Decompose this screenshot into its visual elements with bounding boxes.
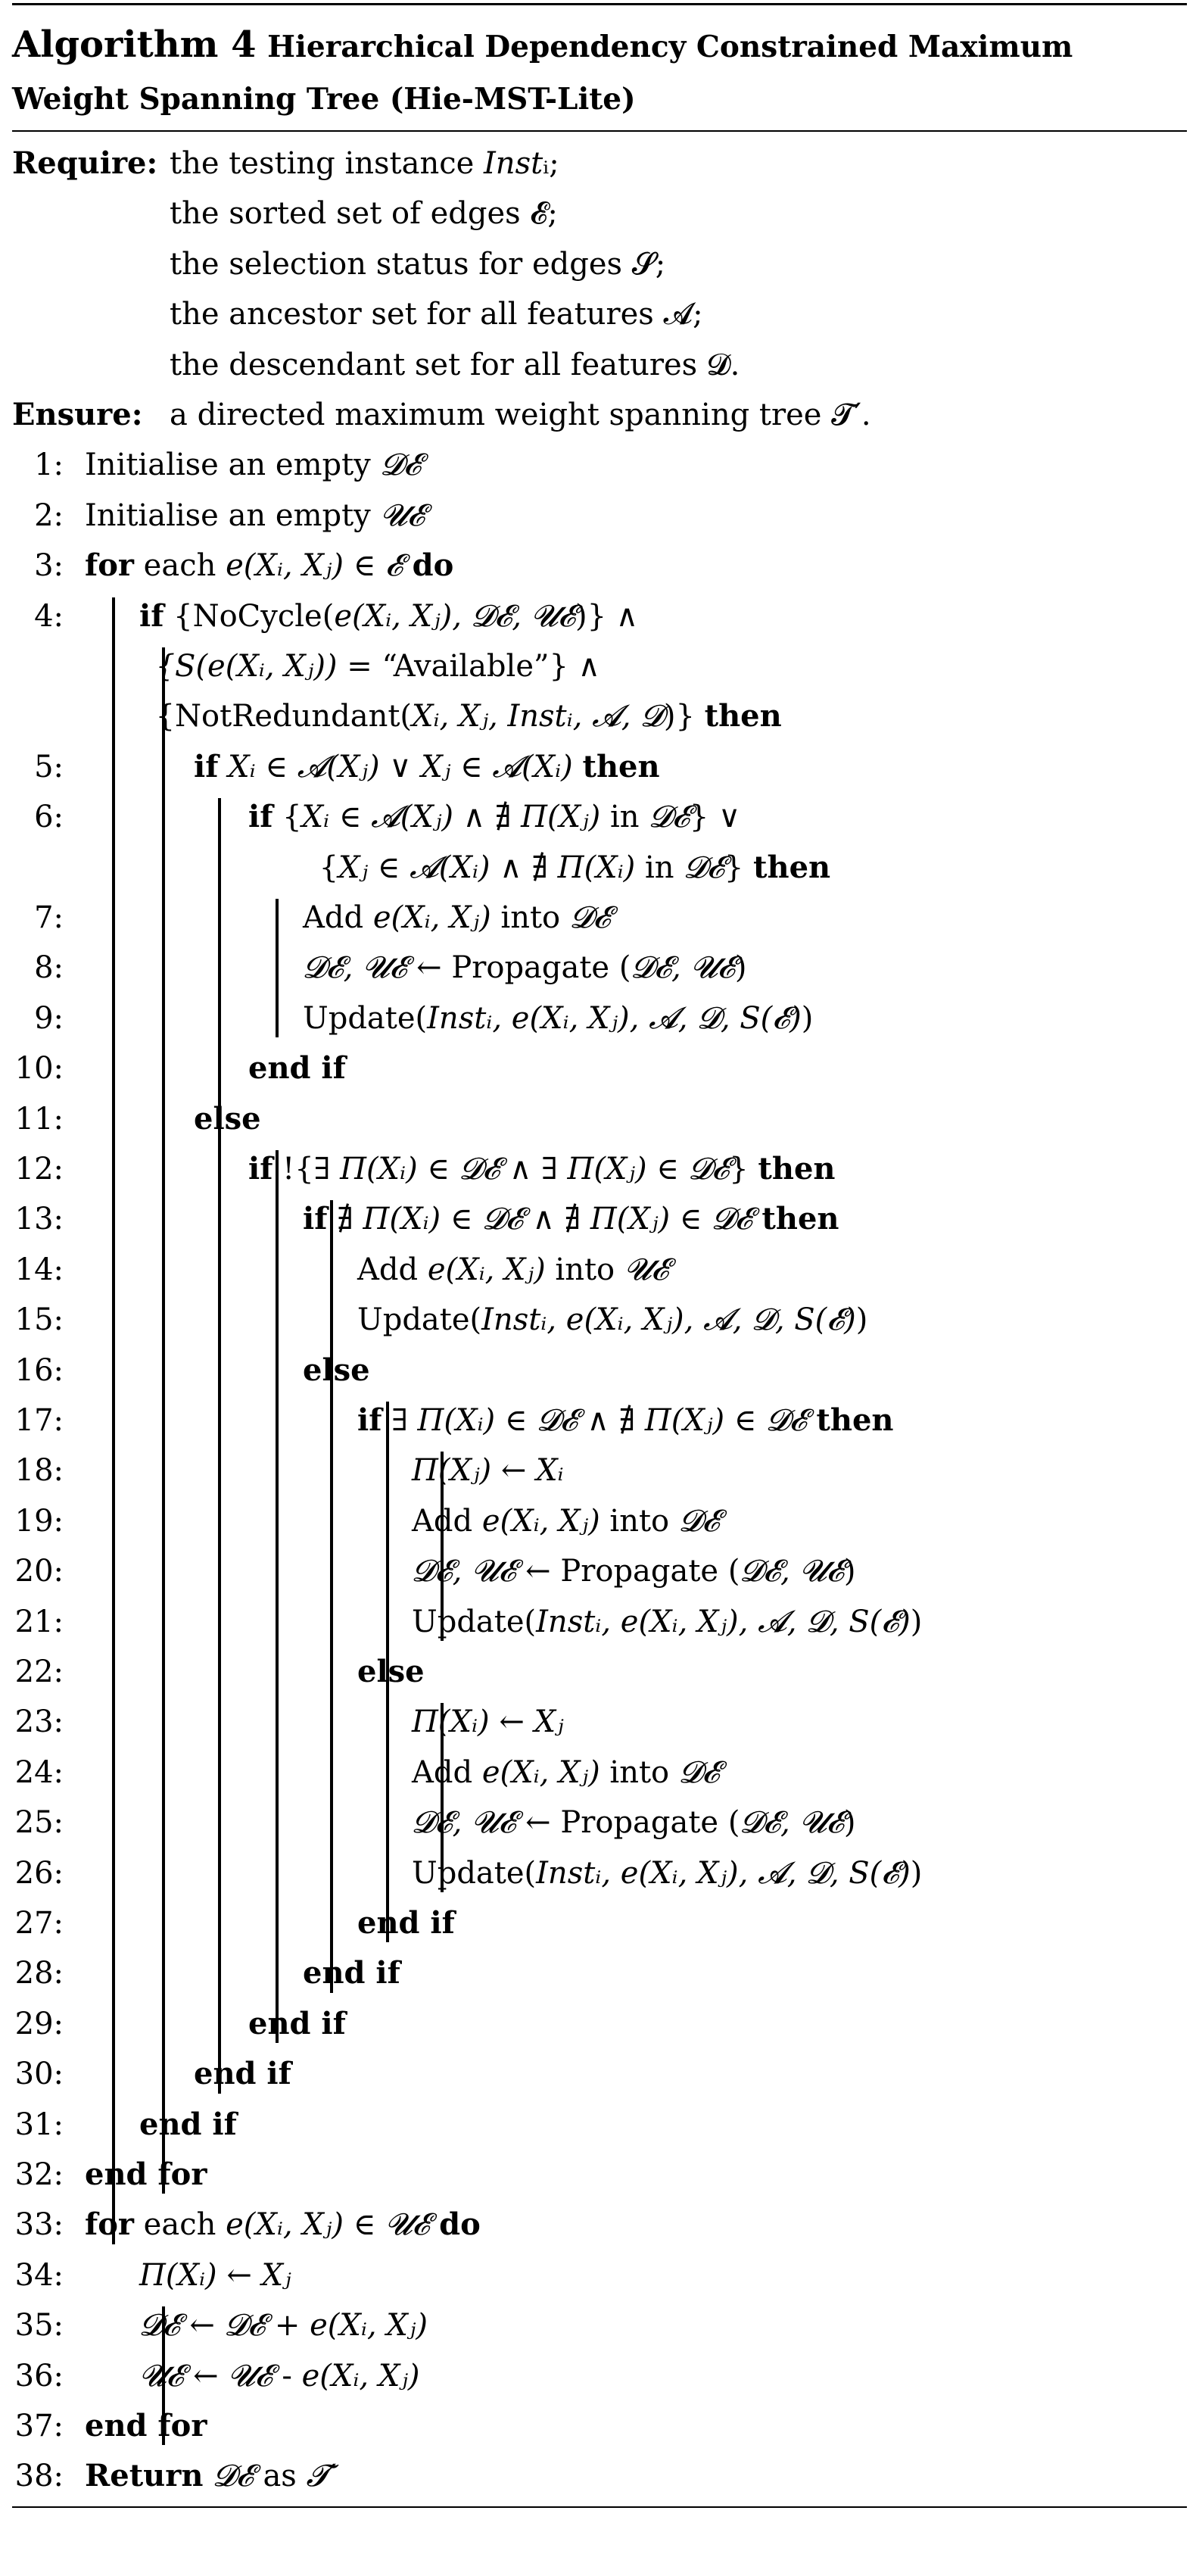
math-expr: 𝓓𝓔, 𝓤𝓔 (740, 1805, 844, 1841)
math-expr: Instᵢ, e(Xᵢ, Xⱼ), 𝓐, 𝓓, S(𝓔) (481, 1302, 856, 1338)
line-code (357, 1396, 894, 1445)
text-run: } (724, 850, 754, 885)
line-code (357, 1898, 455, 1948)
math-expr: Xⱼ ∈ 𝓐(Xᵢ) ∧ ∄ Π(Xᵢ) (338, 850, 636, 885)
code-line (12, 1445, 1187, 1495)
math-expr: 𝓓𝓔, 𝓤𝓔 (412, 1805, 516, 1841)
require-item: the descendant set for all features 𝓓. (170, 347, 740, 382)
keyword: if (303, 1201, 328, 1237)
math-expr: e(Xᵢ, Xⱼ) (427, 1252, 546, 1287)
line-number: 30: (14, 2057, 64, 2092)
line-code (303, 943, 746, 993)
line-number: 25: (14, 1805, 64, 1841)
keyword: then (761, 1201, 839, 1237)
line-code (139, 2250, 291, 2300)
keyword: end if (194, 2056, 291, 2092)
line-code (303, 893, 610, 943)
text-run (573, 750, 583, 784)
line-number: 4: (34, 598, 64, 634)
math-expr: 𝓓𝓔 (678, 1754, 720, 1790)
line-code (139, 2300, 428, 2350)
algorithm-block (12, 0, 1187, 2576)
text-run: ) (843, 1554, 856, 1589)
line-code (139, 2100, 237, 2150)
code-line (12, 1194, 1187, 1244)
math-expr: 𝓓𝓔 (569, 900, 611, 935)
math-expr: Π(Xᵢ) ← Xⱼ (412, 1704, 564, 1740)
line-number: 24: (14, 1754, 64, 1790)
indent-guide-line (218, 798, 221, 2093)
keyword: then (816, 1402, 894, 1438)
math-expr: ∃ Π(Xᵢ) ∈ 𝓓𝓔 ∧ ∃ Π(Xⱼ) ∈ 𝓓𝓔 (313, 1152, 730, 1187)
math-expr: 𝓓𝓔, 𝓤𝓔 (740, 1554, 844, 1589)
code-line (12, 1898, 1187, 1948)
text-run (403, 548, 413, 583)
code-line (12, 1396, 1187, 1445)
text-run: in (600, 800, 649, 835)
text-run: as (253, 2459, 307, 2494)
math-expr: 𝓓𝓔, 𝓤𝓔 (412, 1554, 516, 1589)
line-number: 38: (14, 2459, 64, 2494)
code-line (12, 1748, 1187, 1798)
code-line (12, 591, 1187, 641)
keyword: end if (139, 2106, 237, 2142)
math-expr: ∃ Π(Xᵢ) ∈ 𝓓𝓔 ∧ ∄ Π(Xⱼ) ∈ 𝓓𝓔 (391, 1403, 807, 1438)
text-run: Update( (412, 1855, 537, 1891)
indent-guide-line (162, 2306, 165, 2445)
code-line (12, 2401, 1187, 2451)
indent-guide-line (441, 1703, 444, 1892)
code-line (12, 1094, 1187, 1144)
line-code (412, 1445, 564, 1495)
title-rule (12, 130, 1187, 132)
math-expr: e(Xᵢ, Xⱼ) ∈ 𝓔 (226, 548, 403, 584)
keyword: else (303, 1352, 370, 1388)
indent-guide-line (276, 899, 279, 1037)
keyword: else (357, 1654, 425, 1689)
line-number: 1: (34, 448, 64, 483)
bottom-rule (12, 2506, 1187, 2508)
math-expr: e(Xᵢ, Xⱼ), 𝓓𝓔, 𝓤𝓔 (334, 598, 576, 634)
line-number: 29: (14, 2006, 64, 2041)
keyword: do (412, 547, 454, 584)
code-line (12, 1546, 1187, 1596)
code-line (12, 541, 1187, 591)
text-run: each (133, 2207, 226, 2243)
text-run (203, 2459, 213, 2493)
line-number: 20: (14, 1554, 64, 1589)
text-run: Initialise an empty (85, 448, 381, 483)
text-run: ) (801, 1000, 814, 1036)
line-code (248, 1999, 346, 2049)
line-number: 23: (14, 1704, 64, 1740)
math-expr: Π(Xᵢ) ← Xⱼ (139, 2257, 291, 2293)
line-number: 15: (14, 1302, 64, 1338)
text-run: Update( (357, 1302, 482, 1338)
math-expr: 𝓣′ (306, 2459, 337, 2494)
code-line (12, 440, 1187, 490)
line-code (156, 691, 782, 741)
keyword: if (194, 748, 219, 784)
code-line (12, 2300, 1187, 2350)
line-number: 2: (34, 497, 64, 533)
text-run (807, 1403, 817, 1438)
math-expr: Xᵢ ∈ 𝓐(Xⱼ) ∧ ∄ Π(Xⱼ) (301, 800, 601, 835)
math-expr: Instᵢ, e(Xᵢ, Xⱼ), 𝓐, 𝓓, S(𝓔) (536, 1855, 911, 1891)
math-expr: 𝓤𝓔 ← 𝓤𝓔 (139, 2358, 272, 2394)
text-run: !{ (272, 1152, 314, 1187)
text-run: into (490, 900, 570, 935)
line-number: 8: (34, 950, 64, 986)
line-code (303, 1346, 370, 1396)
keyword: end for (85, 2408, 207, 2443)
line-code (303, 1194, 839, 1244)
line-code (412, 1546, 855, 1596)
line-code (319, 843, 831, 893)
line-code (412, 1748, 719, 1798)
line-code (303, 1948, 400, 1998)
line-number: 26: (14, 1855, 64, 1891)
line-number: 16: (14, 1352, 64, 1388)
indent-guide-line (441, 1452, 444, 1641)
line-number: 19: (14, 1503, 64, 1539)
text-run: Update( (303, 1000, 428, 1036)
math-expr: 𝓓𝓔 (649, 800, 690, 835)
line-number: 17: (14, 1403, 64, 1438)
text-run: Add (303, 900, 373, 935)
line-number: 28: (14, 1956, 64, 1991)
text-run: ← Propagate ( (406, 950, 631, 986)
code-line (12, 491, 1187, 541)
require-item: the ancestor set for all features 𝓐; (170, 297, 703, 332)
line-code (412, 1798, 855, 1848)
line-code (194, 742, 660, 792)
line-code (85, 440, 421, 490)
keyword: then (758, 1151, 836, 1187)
line-code (139, 591, 638, 641)
math-expr: 𝓓𝓔, 𝓤𝓔 (303, 950, 407, 986)
keyword: if (357, 1402, 382, 1438)
text-run: } (729, 1152, 758, 1187)
line-number: 32: (14, 2157, 64, 2192)
line-number: 36: (14, 2358, 64, 2394)
math-expr: ∄ Π(Xᵢ) ∈ 𝓓𝓔 ∧ ∄ Π(Xⱼ) ∈ 𝓓𝓔 (337, 1202, 752, 1237)
keyword: Return (85, 2458, 204, 2494)
code-line (12, 993, 1187, 1043)
keyword: end for (85, 2157, 207, 2192)
keyword: end if (248, 1050, 346, 1087)
text-run: {NotRedundant( (155, 699, 413, 734)
text-run: = “Available”} ∧ (337, 649, 600, 684)
code-line (12, 792, 1187, 842)
math-expr: Instᵢ, e(Xᵢ, Xⱼ), 𝓐, 𝓓, S(𝓔) (536, 1604, 911, 1639)
code-line (12, 2100, 1187, 2150)
text-run: ) (843, 1805, 856, 1841)
line-code (357, 1295, 867, 1345)
keyword: do (439, 2206, 481, 2243)
line-number: 5: (34, 749, 64, 784)
code-line (12, 1798, 1187, 1848)
text-run: } ∨ (689, 800, 741, 835)
text-run: Add (412, 1503, 482, 1539)
keyword: else (194, 1100, 261, 1137)
math-expr: 𝓓𝓔 ← 𝓓𝓔 + e(Xᵢ, Xⱼ) (139, 2308, 428, 2344)
text-run: into (600, 1754, 679, 1790)
line-code (85, 2401, 207, 2451)
keyword: if (248, 1151, 273, 1187)
line-code (248, 1144, 836, 1194)
code-line (12, 893, 1187, 943)
require-item: the sorted set of edges 𝓔; (170, 196, 558, 232)
math-expr: Instᵢ, e(Xᵢ, Xⱼ), 𝓐, 𝓓, S(𝓔) (427, 1000, 802, 1036)
code-line (12, 1496, 1187, 1546)
keyword: end if (357, 1905, 455, 1941)
code-line (12, 641, 1187, 691)
keyword: end if (303, 1955, 400, 1991)
math-expr: e(Xᵢ, Xⱼ) ∈ 𝓤𝓔 (226, 2207, 430, 2243)
line-code (248, 1043, 346, 1093)
keyword: then (704, 698, 782, 734)
line-number: 14: (14, 1252, 64, 1287)
keyword: then (753, 849, 831, 885)
code-line (12, 1346, 1187, 1396)
line-number: 3: (34, 548, 64, 584)
code-line (12, 2200, 1187, 2250)
indent-guide-line (276, 1150, 279, 2043)
math-expr: Xᵢ ∈ 𝓐(Xⱼ) ∨ Xⱼ ∈ 𝓐(Xᵢ) (228, 749, 573, 784)
require-label: Require: (12, 145, 158, 181)
line-number: 12: (14, 1152, 64, 1187)
algorithm-caption: Hierarchical Dependency Constrained Maximum Weight Spanning Tree (Hie-MST-Lite) (12, 30, 1073, 117)
top-rule (12, 3, 1187, 5)
text-run: { (319, 850, 339, 885)
code-line (12, 1848, 1187, 1898)
keyword: if (248, 799, 273, 835)
line-code (85, 2451, 336, 2501)
algorithm-label: Algorithm 4 (12, 23, 257, 66)
math-expr: e(Xᵢ, Xⱼ) (372, 900, 491, 935)
line-code (194, 1094, 261, 1144)
line-code (85, 491, 425, 541)
code-line (12, 1043, 1187, 1093)
text-run: ) (734, 950, 747, 986)
code-line (12, 1647, 1187, 1697)
indent-guide-line (162, 647, 165, 2194)
line-number: 37: (14, 2409, 64, 2443)
code-line (12, 1999, 1187, 2049)
code-line (12, 843, 1187, 893)
line-number: 22: (14, 1654, 64, 1689)
text-run (752, 1202, 762, 1237)
line-number: 27: (14, 1906, 64, 1941)
math-expr: Xᵢ, Xⱼ, Instᵢ, 𝓐, 𝓓 (412, 699, 664, 734)
text-run: - (272, 2358, 302, 2394)
ensure-text: a directed maximum weight spanning tree 𝓣′. (170, 398, 871, 432)
text-run: Add (412, 1754, 482, 1790)
math-expr: 𝓓𝓔 (380, 448, 422, 483)
require-item: the selection status for edges 𝓢; (170, 246, 666, 282)
keyword: for (85, 547, 134, 584)
text-run: ← Propagate ( (515, 1554, 740, 1589)
code-line (12, 1144, 1187, 1194)
math-expr: e(Xᵢ, Xⱼ) (481, 1754, 600, 1790)
code-line (12, 2250, 1187, 2300)
text-run: )} (663, 699, 705, 734)
line-number: 34: (14, 2257, 64, 2293)
text-run: ) (855, 1302, 868, 1338)
math-expr: 𝓓𝓔 (684, 850, 724, 885)
math-expr: 𝓓𝓔 (213, 2459, 254, 2494)
text-run: Update( (412, 1604, 537, 1639)
text-run: Initialise an empty (85, 497, 381, 533)
indent-guide-line (112, 597, 115, 2244)
math-expr: 𝓓𝓔 (678, 1503, 720, 1539)
line-number: 10: (14, 1051, 64, 1087)
line-number: 9: (34, 1000, 64, 1036)
line-code (412, 1697, 564, 1747)
code-line (12, 1948, 1187, 1998)
code-line (12, 2351, 1187, 2401)
keyword: then (582, 748, 660, 784)
code-line (12, 2049, 1187, 2099)
text-run: {NoCycle( (164, 598, 335, 634)
line-code (85, 2150, 207, 2200)
line-number: 18: (14, 1453, 64, 1489)
code-line (12, 691, 1187, 741)
line-code (303, 993, 813, 1043)
text-run: ) (910, 1604, 923, 1639)
indent-guide-line (330, 1200, 333, 1992)
line-number: 33: (14, 2207, 64, 2243)
text-run: ← Propagate ( (515, 1805, 740, 1841)
code-line (12, 2150, 1187, 2200)
math-expr: e(Xᵢ, Xⱼ) (481, 1503, 600, 1539)
code-line (12, 1245, 1187, 1295)
algorithm-title (12, 20, 1187, 124)
keyword: for (85, 2206, 134, 2243)
text-run: )} ∧ (575, 598, 639, 634)
text-run: into (600, 1503, 679, 1539)
line-code (412, 1848, 922, 1898)
math-expr: 𝓓𝓔, 𝓤𝓔 (631, 950, 735, 986)
require-item: the testing instance 𝐼𝑛𝑠𝑡ᵢ; (170, 146, 559, 181)
line-code (85, 541, 453, 591)
line-code (357, 1647, 425, 1697)
text-run: { (272, 800, 302, 835)
keyword: end if (248, 2005, 346, 2041)
text-run (218, 750, 228, 784)
code-line (12, 742, 1187, 792)
code-line (12, 2451, 1187, 2501)
math-expr: {S(e(Xᵢ, Xⱼ)) (155, 649, 338, 684)
text-run: in (635, 850, 684, 885)
math-expr: 𝓤𝓔 (380, 497, 425, 533)
line-code (412, 1597, 922, 1647)
indent-guide-line (386, 1402, 389, 1942)
code-line (12, 1597, 1187, 1647)
line-code (156, 641, 600, 691)
math-expr: 𝓤𝓔 (624, 1252, 669, 1287)
code-line (12, 1697, 1187, 1747)
text-run (429, 2207, 439, 2242)
text-run: into (545, 1252, 624, 1287)
line-number: 21: (14, 1604, 64, 1639)
line-number: 6: (34, 800, 64, 835)
line-number: 11: (14, 1101, 64, 1137)
code-line (12, 943, 1187, 993)
math-expr: e(Xᵢ, Xⱼ) (301, 2358, 420, 2394)
text-run: ) (910, 1855, 923, 1891)
line-number: 13: (14, 1202, 64, 1237)
text-run: Add (357, 1252, 428, 1287)
line-code (139, 2351, 420, 2401)
text-run: each (133, 548, 226, 584)
line-code (85, 2200, 481, 2250)
line-number: 31: (14, 2107, 64, 2142)
keyword: if (139, 597, 164, 634)
line-number: 35: (14, 2308, 64, 2344)
line-number: 7: (34, 900, 64, 935)
line-code (357, 1245, 668, 1295)
line-code (412, 1496, 719, 1546)
math-expr: Π(Xⱼ) ← Xᵢ (412, 1453, 564, 1489)
ensure-label: Ensure: (12, 397, 143, 432)
code-line (12, 1295, 1187, 1345)
line-code (248, 792, 740, 842)
line-code (194, 2049, 291, 2099)
